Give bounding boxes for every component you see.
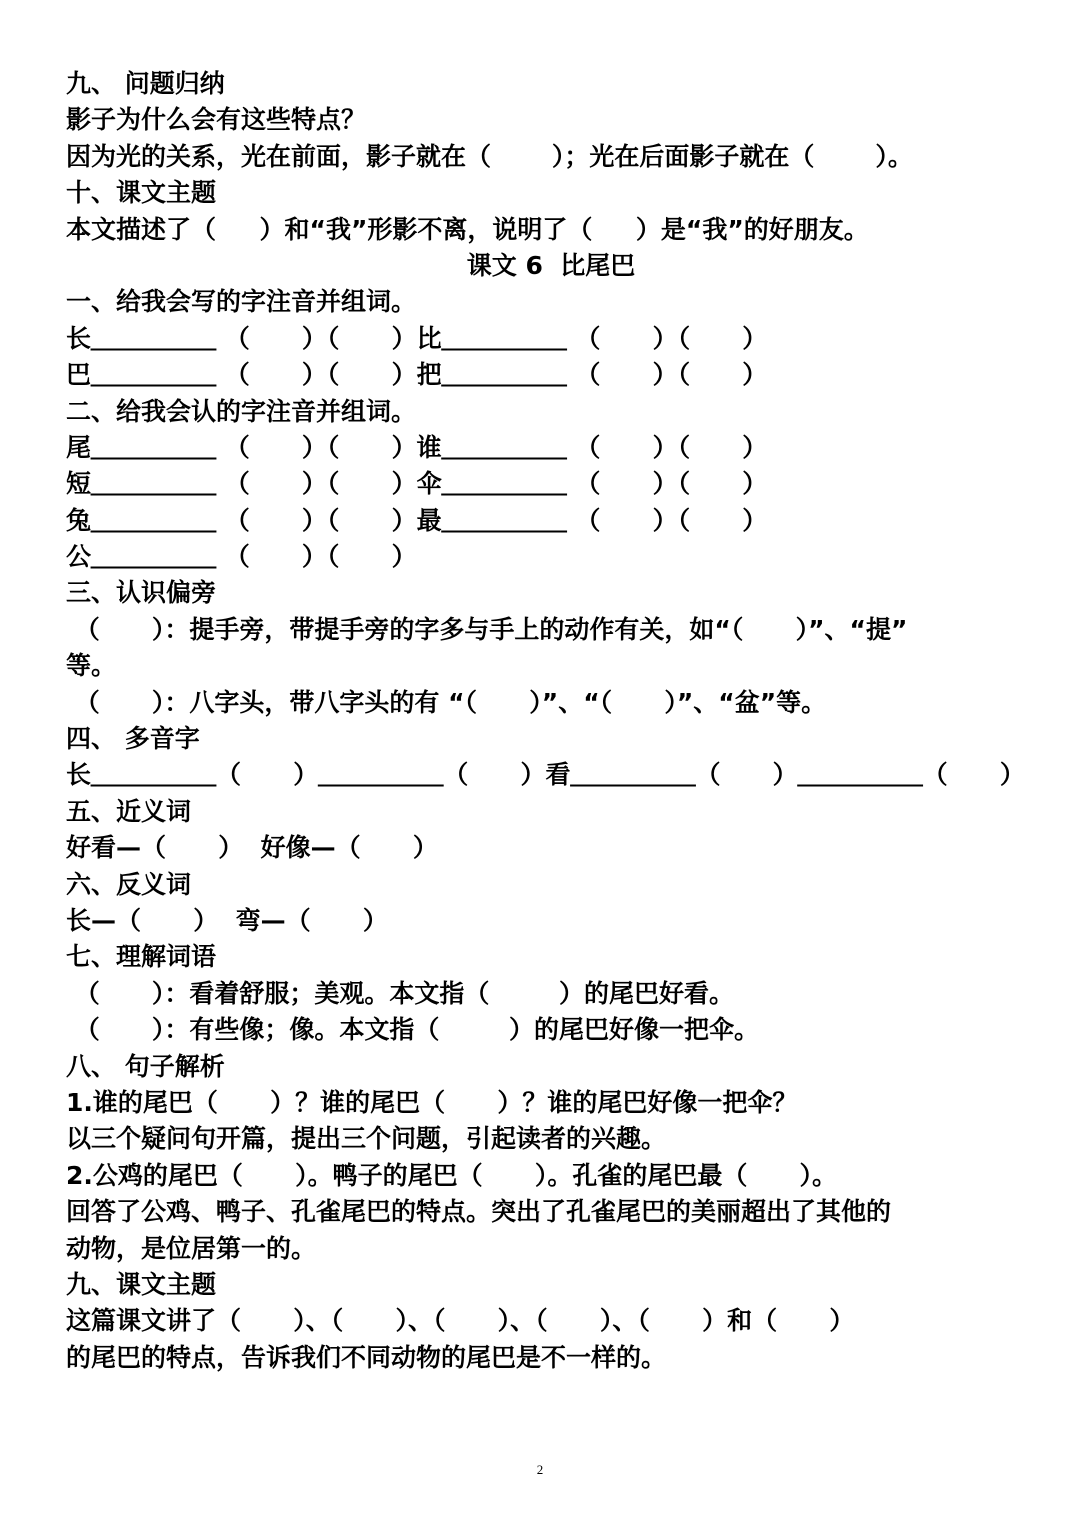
explanation-text: 以三个疑问句开篇，提出三个问题，引起读者的兴趣。 [66,1124,667,1154]
section-heading: 九、 问题归纳 [66,69,225,98]
fill-in-sentence: 2.公鸡的尾巴（ ）。鸭子的尾巴（ ）。孔雀的尾巴最（ ）。 [66,1160,838,1190]
section-heading: 七、理解词语 [66,942,217,972]
section-heading: 八、 句子解析 [66,1051,225,1081]
fill-in-sentence: （ ）：八字头，带八字头的有 “（ ）”、“（ ）”、“盆”等。 [66,687,827,717]
section-heading: 十、课文主题 [66,178,217,208]
page-number: 2 [536,1462,544,1477]
explanation-text: 回答了公鸡、鸭子、孔雀尾巴的特点。突出了孔雀尾巴的美丽超出了其他的 [66,1197,892,1227]
fill-in-sentence: （ ）：提手旁，带提手旁的字多与手上的动作有关，如“（ ）”、“提” [66,614,908,644]
fill-in-sentence: 1.谁的尾巴（ ）？谁的尾巴（ ）？谁的尾巴好像一把伞？ [66,1087,798,1117]
exercise-row: 短＿＿＿＿＿ （ ）（ ）伞＿＿＿＿＿ （ ）（ ） [66,469,768,499]
fill-in-sentence: 等。 [66,651,117,681]
worksheet-page [66,66,1026,1376]
fill-in-sentence: 这篇课文讲了（ ）、（ ）、（ ）、（ ）、（ ）和（ ） [66,1306,855,1336]
exercise-row: 好看—（ ） 好像—（ ） [66,833,438,863]
fill-in-sentence: （ ）：看着舒服；美观。本文指（ ）的尾巴好看。 [66,978,735,1008]
exercise-row: 兔＿＿＿＿＿ （ ）（ ）最＿＿＿＿＿ （ ）（ ） [66,505,768,535]
fill-in-sentence: 因为光的关系，光在前面，影子就在（ ）；光在后面影子就在（ ）。 [66,141,913,171]
exercise-row: 长＿＿＿＿＿（ ）＿＿＿＿＿（ ）看＿＿＿＿＿（ ）＿＿＿＿＿（ ） [66,760,1025,790]
section-heading: 九、课文主题 [66,1269,217,1299]
fill-in-sentence: （ ）：有些像；像。本文指（ ）的尾巴好像一把伞。 [66,1015,760,1045]
exercise-row: 公＿＿＿＿＿ （ ）（ ） [66,542,417,572]
exercise-row: 长＿＿＿＿＿ （ ）（ ）比＿＿＿＿＿ （ ）（ ） [66,323,768,353]
explanation-text: 的尾巴的特点，告诉我们不同动物的尾巴是不一样的。 [66,1342,667,1372]
section-heading: 三、认识偏旁 [66,578,217,608]
exercise-row: 巴＿＿＿＿＿ （ ）（ ）把＿＿＿＿＿ （ ）（ ） [66,360,768,390]
exercise-row: 长—（ ） 弯—（ ） [66,905,388,935]
section-heading: 六、反义词 [66,869,192,899]
exercise-row: 尾＿＿＿＿＿ （ ）（ ）谁＿＿＿＿＿ （ ）（ ） [66,432,768,462]
section-heading: 四、 多音字 [66,724,200,754]
section-heading: 二、给我会认的字注音并组词。 [66,396,417,426]
explanation-text: 动物，是位居第一的。 [66,1233,317,1263]
question-text: 影子为什么会有这些特点？ [66,105,367,135]
section-heading: 五、近义词 [66,796,192,826]
lesson-title: 课文 6 比尾巴 [466,250,636,280]
fill-in-sentence: 本文描述了（ ）和“我”形影不离，说明了（ ）是“我”的好朋友。 [66,214,869,244]
section-heading: 一、给我会写的字注音并组词。 [66,287,417,317]
